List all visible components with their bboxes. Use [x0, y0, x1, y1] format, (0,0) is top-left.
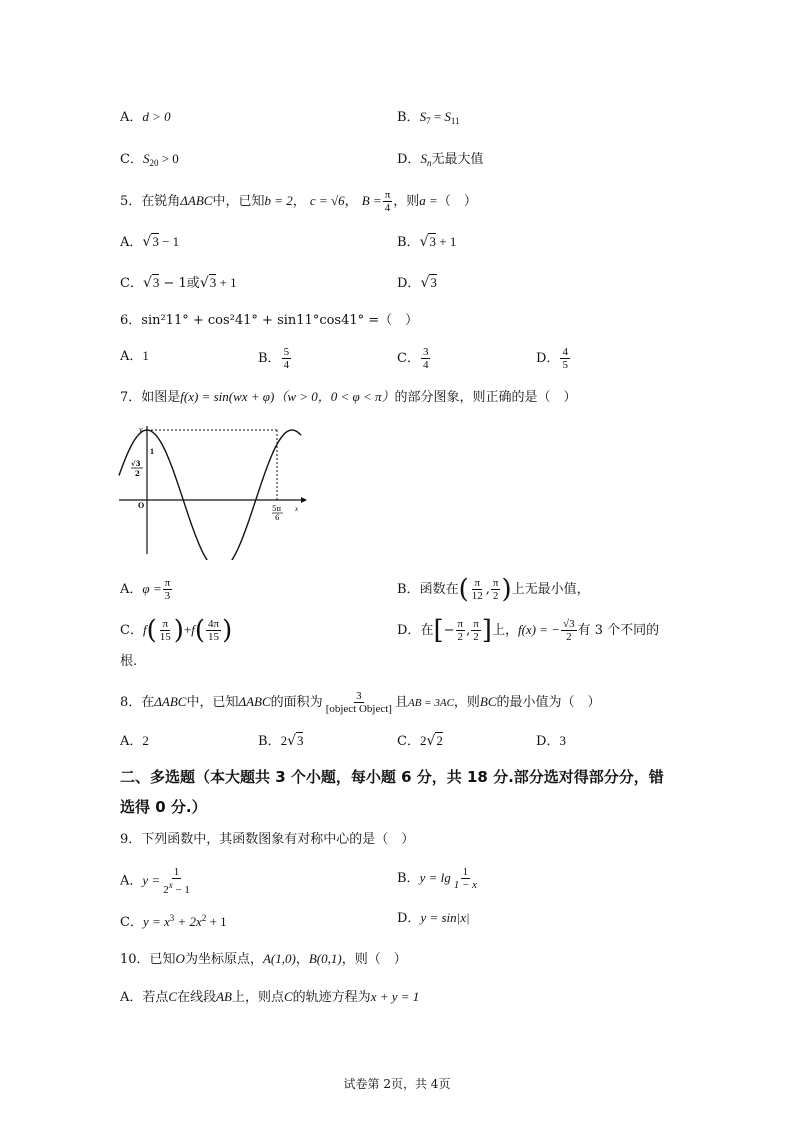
q6-option-a	[120, 346, 149, 367]
math: y =	[142, 872, 161, 888]
q7-option-b: B．函数在( $\frac{\pi}{12}$ , $\frac{\pi}{2}$ )上无最小值，	[397, 574, 590, 605]
fraction: $\frac{1}{2^x - 1}$	[163, 866, 190, 896]
radicand: 2	[436, 733, 443, 748]
math: AB = 3AC	[407, 697, 454, 709]
option-label: B．	[397, 871, 420, 886]
option-label: A．	[120, 235, 143, 250]
radicand: 3	[209, 275, 217, 290]
section-heading-line1: 二、多选题（本大题共 3 个小题，每小题 6 分，共 18 分.部分选对得部分分，错	[120, 768, 664, 786]
option-label: B．	[397, 582, 420, 597]
q8-stem	[120, 690, 601, 715]
root-label-den: 2	[135, 469, 140, 478]
radicand: 3	[296, 733, 304, 748]
coefficient: 2	[419, 733, 427, 748]
point: A(1,0)	[262, 951, 296, 966]
option-label: B．	[258, 734, 281, 749]
option-label: D．	[397, 152, 421, 167]
y-label: y	[139, 425, 143, 434]
q10-option-a	[120, 987, 419, 1008]
one-label: 1	[150, 447, 154, 456]
q7-stem	[120, 387, 577, 408]
q6-stem: 6．sin²11° + cos²41° + sin11°cos41° =（ ）	[120, 313, 419, 328]
option-text: 的轨迹方程为	[292, 990, 371, 1005]
subscript: n	[426, 158, 432, 168]
option-label: A．	[120, 990, 143, 1005]
option-text: 1	[142, 348, 149, 363]
option-label: D．	[397, 623, 421, 638]
math: y = lg	[419, 870, 451, 885]
q5-option-b: B．√3 + 1	[397, 234, 457, 250]
question-text: 10．已知	[120, 952, 176, 967]
q5-option-a: A．√3 − 1	[120, 234, 180, 250]
option-label: C．	[397, 351, 420, 366]
math: φ =	[142, 581, 162, 596]
math: y = sin|x|	[420, 910, 470, 925]
option-text: 上，	[491, 623, 518, 638]
option-text: 2	[142, 733, 149, 748]
option-label: A．	[120, 582, 143, 597]
symbol: ΔABC	[180, 193, 213, 208]
root-label-num: √3	[131, 459, 141, 468]
math: B =	[361, 193, 382, 208]
option-text: 上，则点	[231, 990, 284, 1005]
symbol: S	[444, 109, 451, 124]
option-label: D．	[536, 734, 560, 749]
math: （w > 0，0 < φ < π）	[274, 389, 395, 404]
option-label: C．	[120, 276, 143, 291]
question-text: 为坐标原点，	[184, 952, 263, 967]
q4-option-d	[397, 149, 483, 173]
tick-label-num: 5π	[272, 505, 282, 513]
q8-option-a	[120, 731, 149, 752]
question-text: 7．如图是	[120, 390, 181, 405]
q7-option-d: D．在[− $\frac{\pi}{2}$ , $\frac{\pi}{2}$ ]上，f(x) = − $\frac{√3}{2}$ 有 3 个不同的	[397, 615, 660, 646]
fraction: $\frac{4\pi}{15}$	[208, 618, 220, 643]
exponent: 3	[169, 913, 175, 923]
x-label: x	[295, 505, 299, 513]
coefficient: 2	[280, 733, 288, 748]
option-text: 无最大值	[431, 152, 484, 167]
fraction: $\frac{4}{5}$	[562, 346, 568, 371]
q9-option-b	[397, 866, 480, 891]
option-text: + 1	[435, 234, 457, 249]
question-text: 且	[394, 695, 408, 710]
q6-option-c	[397, 346, 431, 371]
origin-label: O	[138, 501, 145, 510]
fraction: $\frac{\pi}{2}$	[457, 618, 464, 643]
q5-option-d: D．√3	[397, 275, 437, 291]
q10-stem	[120, 949, 407, 970]
sine-curve	[119, 430, 301, 560]
fraction: $\frac{\pi}{2}$	[492, 577, 499, 602]
radicand: 3	[152, 234, 159, 249]
exponent: 2	[201, 913, 207, 923]
option-text: 3	[559, 733, 566, 748]
option-label: B．	[397, 235, 420, 250]
math: BC	[479, 694, 497, 709]
question-text: 的部分图象，则正确的是（ ）	[394, 390, 577, 405]
option-label: D．	[397, 276, 421, 291]
option-label: A．	[120, 110, 143, 125]
fraction: $\frac{3}{\text{[object Object]}}$	[325, 690, 392, 715]
option-label: A．	[120, 734, 143, 749]
fraction: $\frac{\pi}{4}$	[384, 189, 391, 214]
subscript: 7	[426, 116, 431, 126]
question-text: 中，已知	[186, 695, 239, 710]
option-label: A．	[120, 349, 143, 364]
q7-option-d-wrap: 根.	[120, 654, 138, 669]
q9-stem: 9．下列函数中，其函数图象有对称中心的是（ ）	[120, 832, 415, 847]
symbol: S	[420, 151, 427, 166]
operator: =	[430, 109, 445, 124]
math: a =	[419, 193, 438, 208]
q4-option-c	[120, 149, 179, 173]
symbol: ΔABC	[238, 694, 271, 709]
fraction: $\frac{1}{1 - x}$	[453, 866, 478, 891]
fraction: $\frac{\pi}{15}$	[159, 618, 171, 643]
symbol: S	[419, 109, 427, 124]
option-label: C．	[120, 623, 143, 638]
option-label: A．	[120, 873, 143, 889]
symbol: O	[175, 951, 185, 966]
subscript: 20	[149, 158, 159, 168]
q4-option-b	[397, 107, 460, 131]
math: y = x	[142, 914, 170, 929]
question-text: 中，已知	[212, 194, 265, 209]
math: f	[142, 622, 147, 637]
option-text: 在线段	[177, 990, 217, 1005]
question-text: ，则（ ）	[341, 952, 407, 967]
option-text: − 1或	[159, 276, 200, 291]
q8-option-d	[536, 731, 566, 752]
section-heading-line2: 选得 0 分.）	[120, 798, 207, 816]
tick-label-den: 6	[275, 514, 280, 522]
symbol: C	[168, 989, 178, 1004]
q5-stem: 5．在锐角ΔABC中，已知b = 2， c = √6， B = $\frac{\pi}{4}$ ，则a =（ ）	[120, 189, 477, 214]
option-text: d > 0	[142, 109, 171, 124]
q7-option-c: C．f( $\frac{\pi}{15}$ )+f( $\frac{4\pi}{15}$ )	[120, 615, 233, 646]
q8-option-b: B．2√3	[258, 733, 304, 749]
q9-option-a	[120, 866, 193, 896]
point: B(0,1)	[308, 951, 342, 966]
operator: +	[183, 622, 192, 637]
q5-option-c: C．√3 − 1或√3 + 1	[120, 275, 237, 291]
fraction: $\frac{\pi}{12}$	[471, 577, 483, 602]
math: c = √6	[309, 193, 345, 208]
math: f(x) = sin(wx + φ)	[180, 389, 275, 404]
question-text: 的最小值为（ ）	[496, 695, 601, 710]
option-label: C．	[120, 152, 143, 167]
radicand: 3	[429, 234, 436, 249]
page-footer: 试卷第 2页，共 4页	[343, 1077, 451, 1091]
math: x + y = 1	[370, 989, 420, 1004]
subscript: 11	[450, 116, 460, 126]
option-text: + 1	[216, 275, 237, 290]
fraction: $\frac{√3}{2}$	[563, 618, 575, 643]
option-label: C．	[120, 915, 143, 930]
radicand: 3	[152, 275, 160, 290]
option-text: 若点	[142, 990, 169, 1005]
question-text: 5．在锐角	[120, 194, 181, 209]
q8-option-c: C．2√2	[397, 733, 443, 749]
q9-option-c	[120, 908, 227, 933]
answer-paren: （ ）	[437, 194, 477, 209]
x-axis-arrow	[301, 497, 307, 503]
option-label: D．	[536, 351, 560, 366]
math: + 1	[206, 914, 227, 929]
option-label: B．	[397, 110, 420, 125]
q7-option-a	[120, 577, 173, 602]
option-label: B．	[258, 351, 281, 366]
radicand: 3	[430, 275, 437, 290]
option-text: 在	[420, 623, 434, 638]
math: f(x) = −	[517, 622, 561, 637]
option-label: D．	[397, 911, 421, 926]
question-text: 的面积为	[270, 695, 323, 710]
option-text: − 1	[158, 234, 180, 249]
option-label: C．	[397, 734, 420, 749]
symbol: ΔABC	[154, 694, 187, 709]
symbol: C	[284, 989, 293, 1004]
q9-option-d	[397, 908, 470, 929]
symbol: AB	[216, 989, 232, 1004]
q4-option-a	[120, 107, 171, 128]
fraction: $\frac{\pi}{3}$	[164, 577, 171, 602]
option-text: 有 3 个不同的	[577, 623, 660, 638]
question-text: 8．在	[120, 695, 155, 710]
math: b = 2	[264, 193, 293, 208]
option-text: 函数在	[419, 582, 459, 597]
q6-option-d	[536, 346, 571, 371]
fraction: $\frac{5}{4}$	[283, 346, 290, 371]
sine-graph	[117, 420, 307, 560]
option-text: > 0	[158, 151, 179, 166]
symbol: S	[142, 151, 150, 166]
fraction: $\frac{\pi}{2}$	[473, 618, 479, 643]
question-text: ，	[295, 952, 309, 967]
question-text: ，则	[453, 695, 480, 710]
fraction: $\frac{3}{4}$	[422, 346, 429, 371]
question-text: ，则	[393, 194, 420, 209]
math: + 2x	[174, 914, 202, 929]
q6-option-b	[258, 346, 292, 371]
option-text: 上无最小值，	[511, 582, 590, 597]
